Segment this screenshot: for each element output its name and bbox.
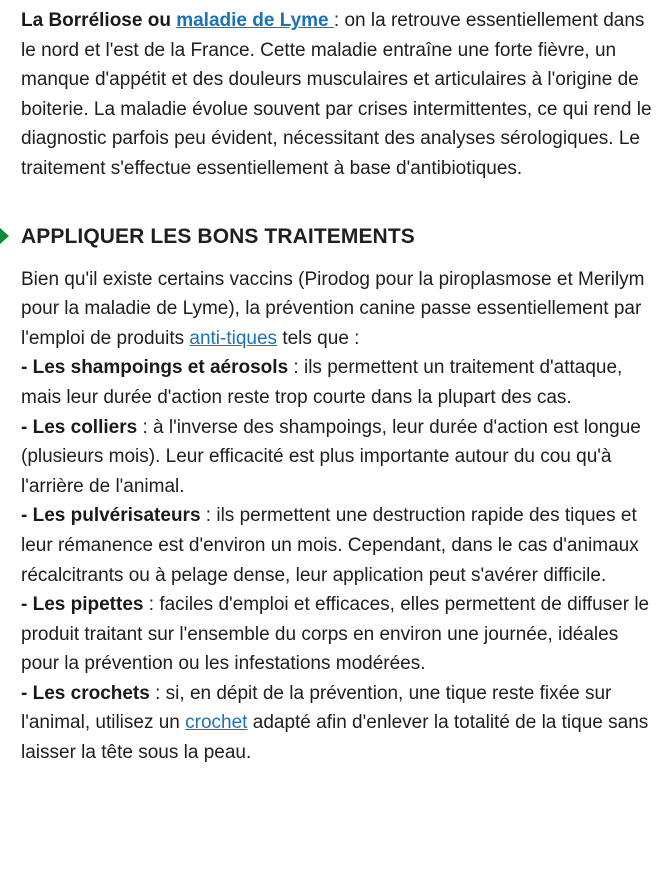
list-item-term: - Les shampoings et aérosols <box>21 357 289 379</box>
list-item-collars <box>21 413 653 502</box>
intro-text: : on la retrouve essentiellement dans le nord et l'est de la France. Cette maladie entraîne une forte fièvre, un manque d'appétit et des douleurs musculaires et articulaires à l'origine de boiterie. La maladie évolue souvent par crises intermittentes, ce qui rend le diagnostic parfois peu évident, nécessitant des analyses sérologiques. Le traitement s'effectue essentiellement à base d'antibiotiques. <box>21 10 652 179</box>
list-item-sprays <box>21 501 653 590</box>
list-item-term: - Les colliers <box>21 416 138 438</box>
intro-term: La Borréliose ou <box>21 10 177 31</box>
treatment-intro-text: Bien qu'il existe certains vaccins (Pirodog pour la piroplasmose et Merilym pour la maladie de Lyme), la prévention canine passe essentiellement par l'emploi de produits <box>21 268 645 349</box>
triangle-bullet-icon <box>0 228 9 244</box>
list-item-text: : si, en dépit de la prévention, une tique reste fixée sur l'animal, utilisez un <box>21 682 612 734</box>
tick-hook-link[interactable]: crochet <box>185 712 248 734</box>
list-item-shampoos <box>21 353 653 412</box>
treatment-intro-end: tels que : <box>277 327 360 349</box>
intro-paragraph <box>21 6 653 184</box>
lyme-disease-link[interactable]: maladie de Lyme <box>176 10 334 31</box>
anti-tick-link[interactable]: anti-tiques <box>189 327 278 349</box>
section-heading-block <box>21 222 653 252</box>
list-item-text: : faciles d'emploi et efficaces, elles permettent de diffuser le produit traitant sur l'ensemble du corps en environ une journée, idéales pour la prévention ou les infestations modérées. <box>21 594 650 675</box>
article <box>21 6 653 768</box>
list-item-pipettes <box>21 590 653 679</box>
list-item-term: - Les pulvérisateurs <box>21 505 201 527</box>
list-item-term: - Les pipettes <box>21 594 144 616</box>
list-item-text: : ils permettent une destruction rapide des tiques et leur rémanence est d'environ un mois. Cependant, dans le cas d'animaux récalcitrants ou à pelage dense, leur application peut s'avérer difficile. <box>21 505 639 586</box>
section-heading: APPLIQUER LES BONS TRAITEMENTS <box>21 224 415 248</box>
list-item-term: - Les crochets <box>21 682 150 704</box>
treatment-intro-paragraph <box>21 265 653 354</box>
list-item-hooks <box>21 679 653 768</box>
list-item-text-end: adapté afin d'enlever la totalité de la tique sans laisser la tête sous la peau. <box>21 712 649 764</box>
list-item-text: : ils permettent un traitement d'attaque, mais leur durée d'action reste trop courte dans la plupart des cas. <box>21 357 623 408</box>
list-item-text: : à l'inverse des shampoings, leur durée d'action est longue (plusieurs mois). Leur efficacité est plus importante autour du cou qu'à l'arrière de l'animal. <box>21 416 641 497</box>
